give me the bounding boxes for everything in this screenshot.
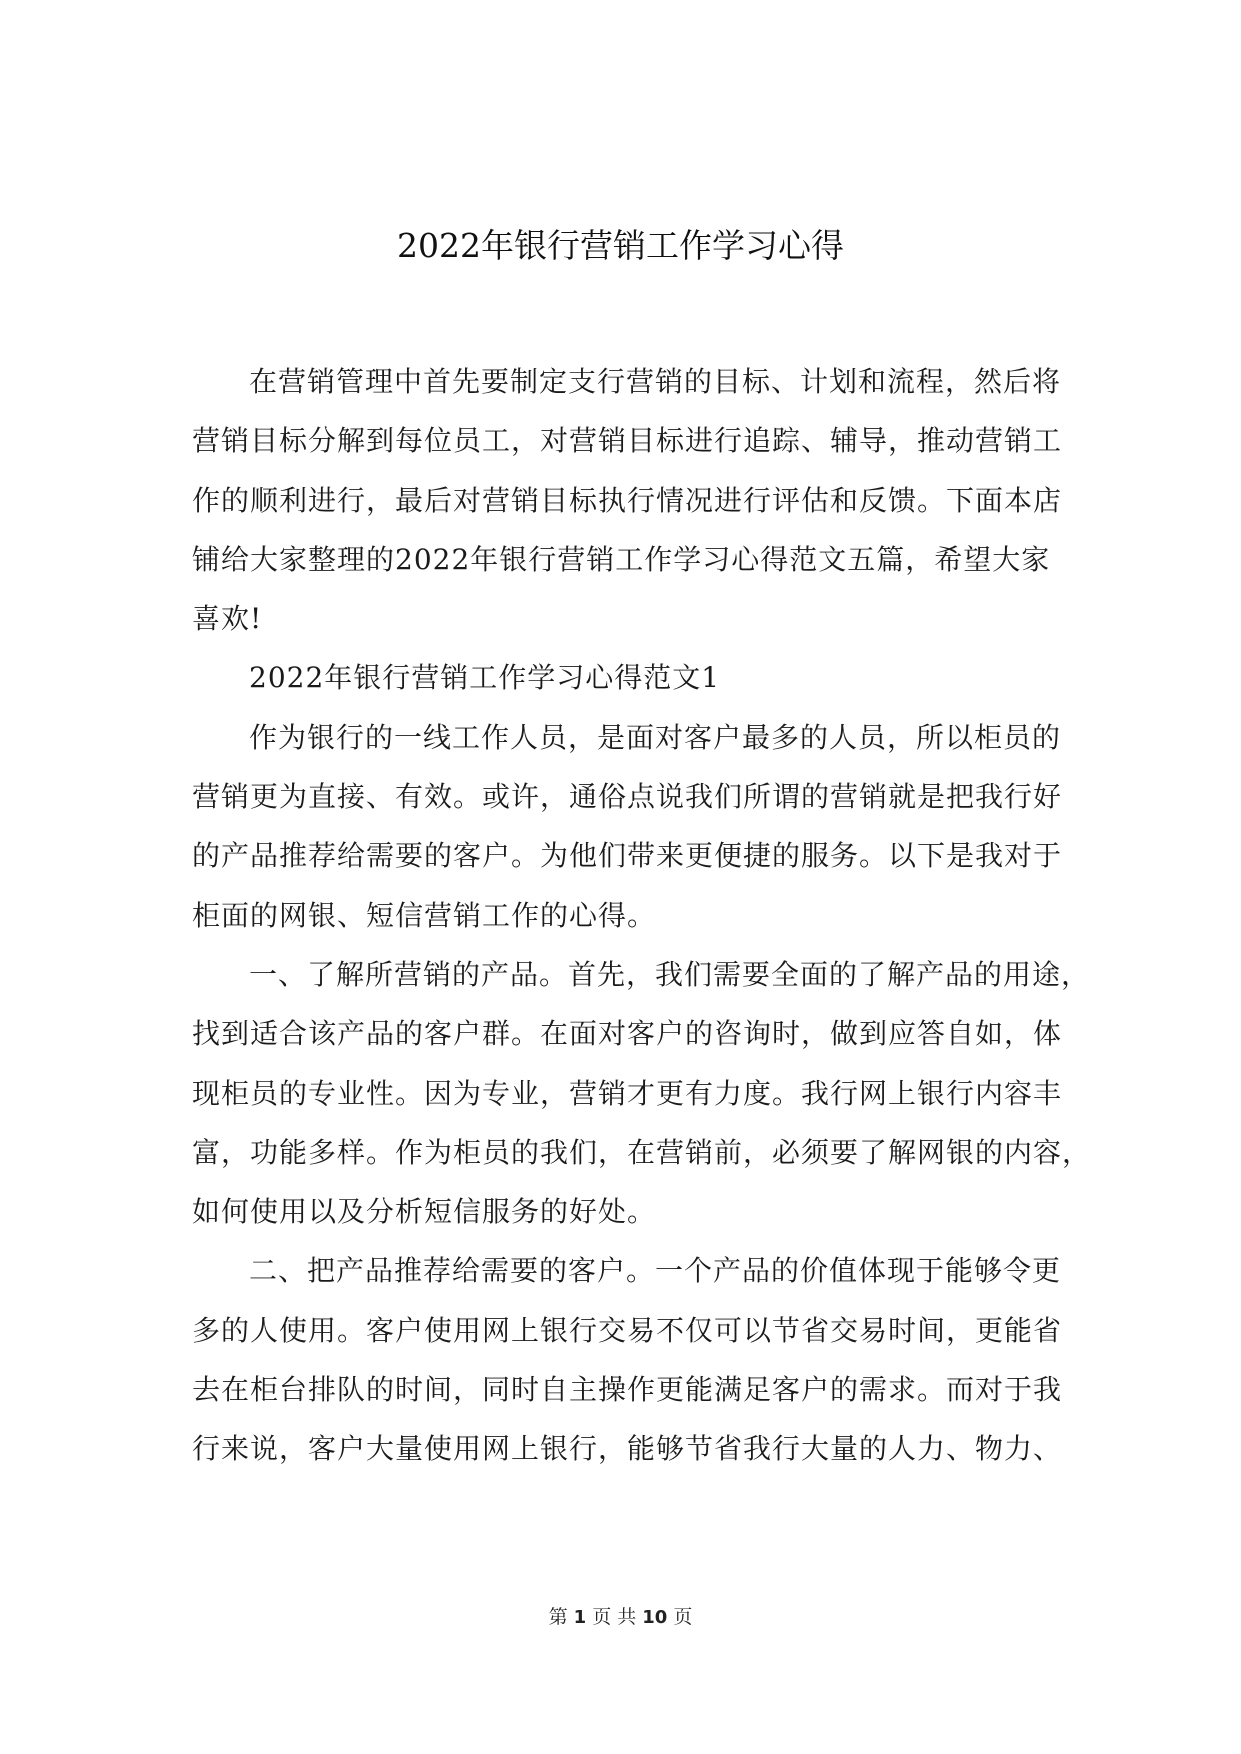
footer-total-pages: 10 <box>642 1607 668 1628</box>
text-line: 铺给大家整理的2022年银行营销工作学习心得范文五篇，希望大家 <box>192 542 1051 576</box>
text-line: 作的顺利进行，最后对营销目标执行情况进行评估和反馈。下面本店 <box>192 483 1063 517</box>
page-footer <box>0 1602 1241 1629</box>
text-line: 的产品推荐给需要的客户。为他们带来更便捷的服务。以下是我对于 <box>192 839 1063 873</box>
footer-middle: 页 共 <box>592 1606 637 1628</box>
document-body <box>192 352 1092 1479</box>
document-title: 2022年银行营销工作学习心得 <box>397 226 844 265</box>
text-line: 营销目标分解到每位员工，对营销目标进行追踪、辅导，推动营销工 <box>192 424 1063 458</box>
text-line: 柜面的网银、短信营销工作的心得。 <box>192 898 657 932</box>
text-line: 作为银行的一线工作人员，是面对客户最多的人员，所以柜员的 <box>249 720 1062 754</box>
text-line: 二、把产品推荐给需要的客户。一个产品的价值体现于能够令更 <box>249 1254 1062 1288</box>
text-line: 一、了解所营销的产品。首先，我们需要全面的了解产品的用途， <box>249 957 1091 991</box>
footer-current-page: 1 <box>573 1607 587 1628</box>
footer-suffix: 页 <box>673 1606 693 1628</box>
text-line: 去在柜台排队的时间，同时自主操作更能满足客户的需求。而对于我 <box>192 1373 1063 1407</box>
text-line: 多的人使用。客户使用网上银行交易不仅可以节省交易时间，更能省 <box>192 1313 1063 1347</box>
text-line: 富，功能多样。作为柜员的我们，在营销前，必须要了解网银的内容， <box>192 1135 1092 1169</box>
text-line: 在营销管理中首先要制定支行营销的目标、计划和流程，然后将 <box>249 365 1062 398</box>
text-line: 如何使用以及分析短信服务的好处。 <box>192 1195 657 1229</box>
text-line: 2022年银行营销工作学习心得范文1 <box>249 661 721 695</box>
text-line: 找到适合该产品的客户群。在面对客户的咨询时，做到应答自如，体 <box>192 1017 1063 1051</box>
text-line: 行来说，客户大量使用网上银行，能够节省我行大量的人力、物力、 <box>192 1432 1063 1466</box>
footer-prefix: 第 <box>548 1606 568 1628</box>
text-line: 现柜员的专业性。因为专业，营销才更有力度。我行网上银行内容丰 <box>192 1076 1063 1110</box>
text-line: 营销更为直接、有效。或许，通俗点说我们所谓的营销就是把我行好 <box>192 780 1063 814</box>
text-line: 喜欢! <box>192 602 263 636</box>
